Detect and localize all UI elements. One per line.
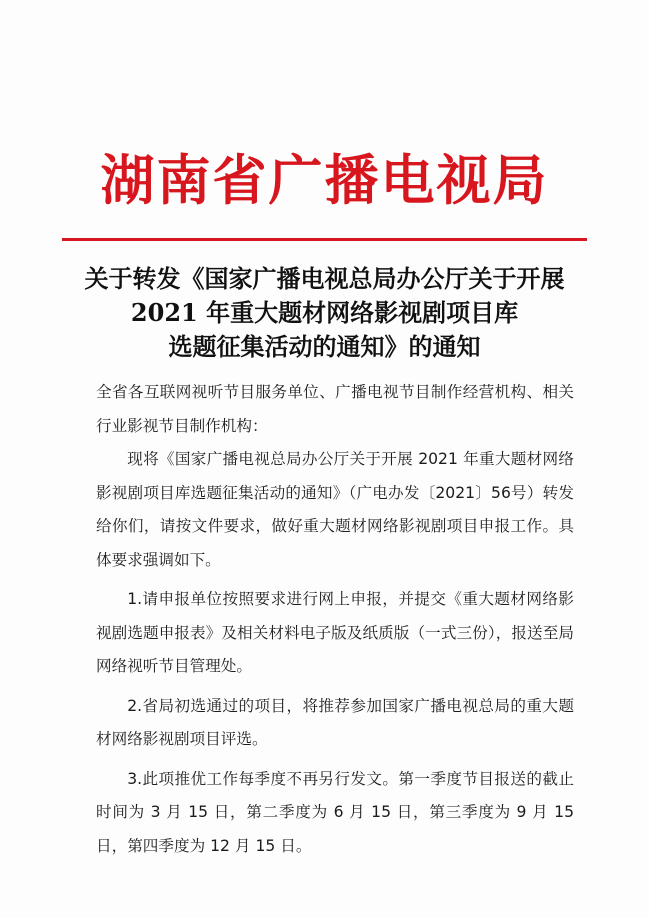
masthead-title: 湖南省广播电视局 [100, 148, 549, 212]
body-paragraph: 2.省局初选通过的项目，将推荐参加国家广播电视总局的重大题材网络影视剧项目评选。 [96, 696, 574, 748]
document-title [40, 262, 609, 364]
document-body [96, 376, 574, 863]
body-paragraph: 1.请申报单位按照要求进行网上申报，并提交《重大题材网络影视剧选题申报表》及相关材料电子版及纸质版（一式三份），报送至局网络视听节目管理处。 [96, 590, 574, 675]
title-line: 选题征集活动的通知》的通知 [168, 332, 481, 361]
title-line: 关于转发《国家广播电视总局办公厅关于开展 [84, 264, 565, 293]
body-paragraph: 现将《国家广播电视总局办公厅关于开展 2021 年重大题材网络影视剧项目库选题征集活动的通知》（广电办发〔2021〕56号）转发给你们，请按文件要求，做好重大题材网络影视剧项目申报工作。具体要求强调如下。 [96, 450, 574, 569]
body-paragraph: 3.此项推优工作每季度不再另行发文。第一季度节目报送的截止时间为 3 月 15 日，第二季度为 6 月 15 日，第三季度为 9 月 15 日，第四季度为 12 月 15 日。 [96, 769, 574, 855]
title-line: 2021 年重大题材网络影视剧项目库 [130, 298, 519, 327]
red-divider-line [62, 238, 587, 241]
addressee: 全省各互联网视听节目服务单位、广播电视节目制作经营机构、相关行业影视节目制作机构： [96, 383, 574, 435]
